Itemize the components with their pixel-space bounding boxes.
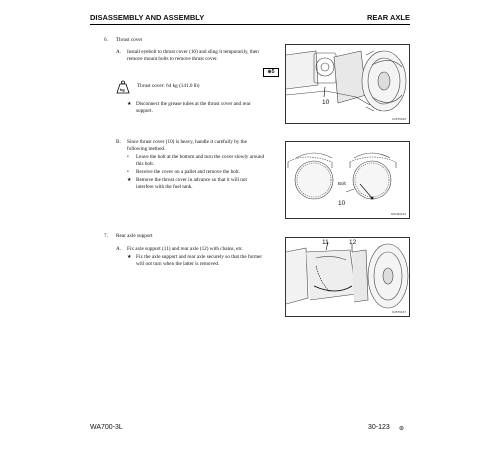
- fig3-callout-11: 11: [322, 239, 329, 246]
- figure-thrust-cover: [285, 44, 410, 124]
- star-note2-line1: Remove the thrust cover in advance so that it will not: [136, 177, 247, 183]
- step6a-line2: remove mount bolts to remove thrust cover.: [127, 56, 218, 62]
- tool-symbol: ⊕5: [263, 68, 279, 77]
- page-header: [90, 13, 410, 25]
- chapter-title: REAR AXLE: [366, 13, 410, 22]
- footer-page-number: 30-123: [368, 424, 390, 431]
- fig1-callout-10: 10: [322, 99, 330, 106]
- star-note1-line2: support.: [136, 108, 153, 114]
- fig2-callout-10: 10: [338, 200, 346, 207]
- fig2-code: DW492212: [390, 212, 406, 216]
- weight-icon-label: kg: [120, 87, 125, 92]
- step7-number: 7.: [104, 233, 108, 239]
- section-title: DISASSEMBLY AND ASSEMBLY: [90, 13, 205, 22]
- step7a-label: A.: [116, 246, 122, 252]
- star-note1-line1: Disconnect the grease tubes at the thrust cover and rear: [136, 101, 251, 107]
- star-note3-line2: will not turn when the latter is removed.: [136, 261, 220, 267]
- bullet1-line2: this bolt.: [136, 161, 155, 167]
- step6a-line1: Install eyebolt to thrust cover (10) and sling it temporarily, then: [127, 49, 259, 55]
- step6-number: 6.: [104, 37, 108, 43]
- fig3-code: K25T0167: [392, 310, 406, 314]
- bullet1-line1: Leave the bolt at the bottom and turn the cover slowly around: [136, 154, 265, 160]
- weight-icon: [116, 80, 130, 94]
- step6a-label: A.: [116, 49, 122, 55]
- bullet2-icon: •: [127, 169, 129, 175]
- step7-title: Rear axle support: [116, 233, 153, 239]
- star-note1-icon: ★: [127, 101, 132, 107]
- step6b-line2: following method.: [127, 146, 166, 152]
- footer-mark-icon: ⊛: [399, 426, 405, 432]
- footer-model: WA700-3L: [90, 424, 123, 431]
- figure-cover-removal: [285, 141, 410, 219]
- bullet1-icon: •: [127, 154, 129, 160]
- weight-text: Thrust cover: 64 kg (141.0 lb): [137, 83, 200, 89]
- star-note3-icon: ★: [127, 254, 132, 260]
- bullet2-text: Receive the cover on a pallet and remove the bolt.: [136, 169, 240, 175]
- star-note2-icon: ★: [127, 177, 132, 183]
- fig3-callout-12: 12: [349, 239, 357, 246]
- figure-axle-support: [285, 237, 410, 317]
- star-note3-line1: Fix the axle support and rear axle securely so that the former: [136, 254, 263, 260]
- star-note2-line2: interfere with the fuel tank.: [136, 184, 193, 190]
- step6-title: Thrust cover: [116, 37, 143, 43]
- step7a-text: Fix axle support (11) and rear axle (12) with chains, etc.: [127, 246, 244, 252]
- step6b-label: B.: [116, 139, 121, 145]
- step6b-line1: Since thrust cover (10) is heavy, handle it carefully by the: [127, 139, 247, 145]
- fig2-bolt-label: Bolt: [338, 181, 346, 186]
- fig1-code: K25T0166: [392, 117, 406, 121]
